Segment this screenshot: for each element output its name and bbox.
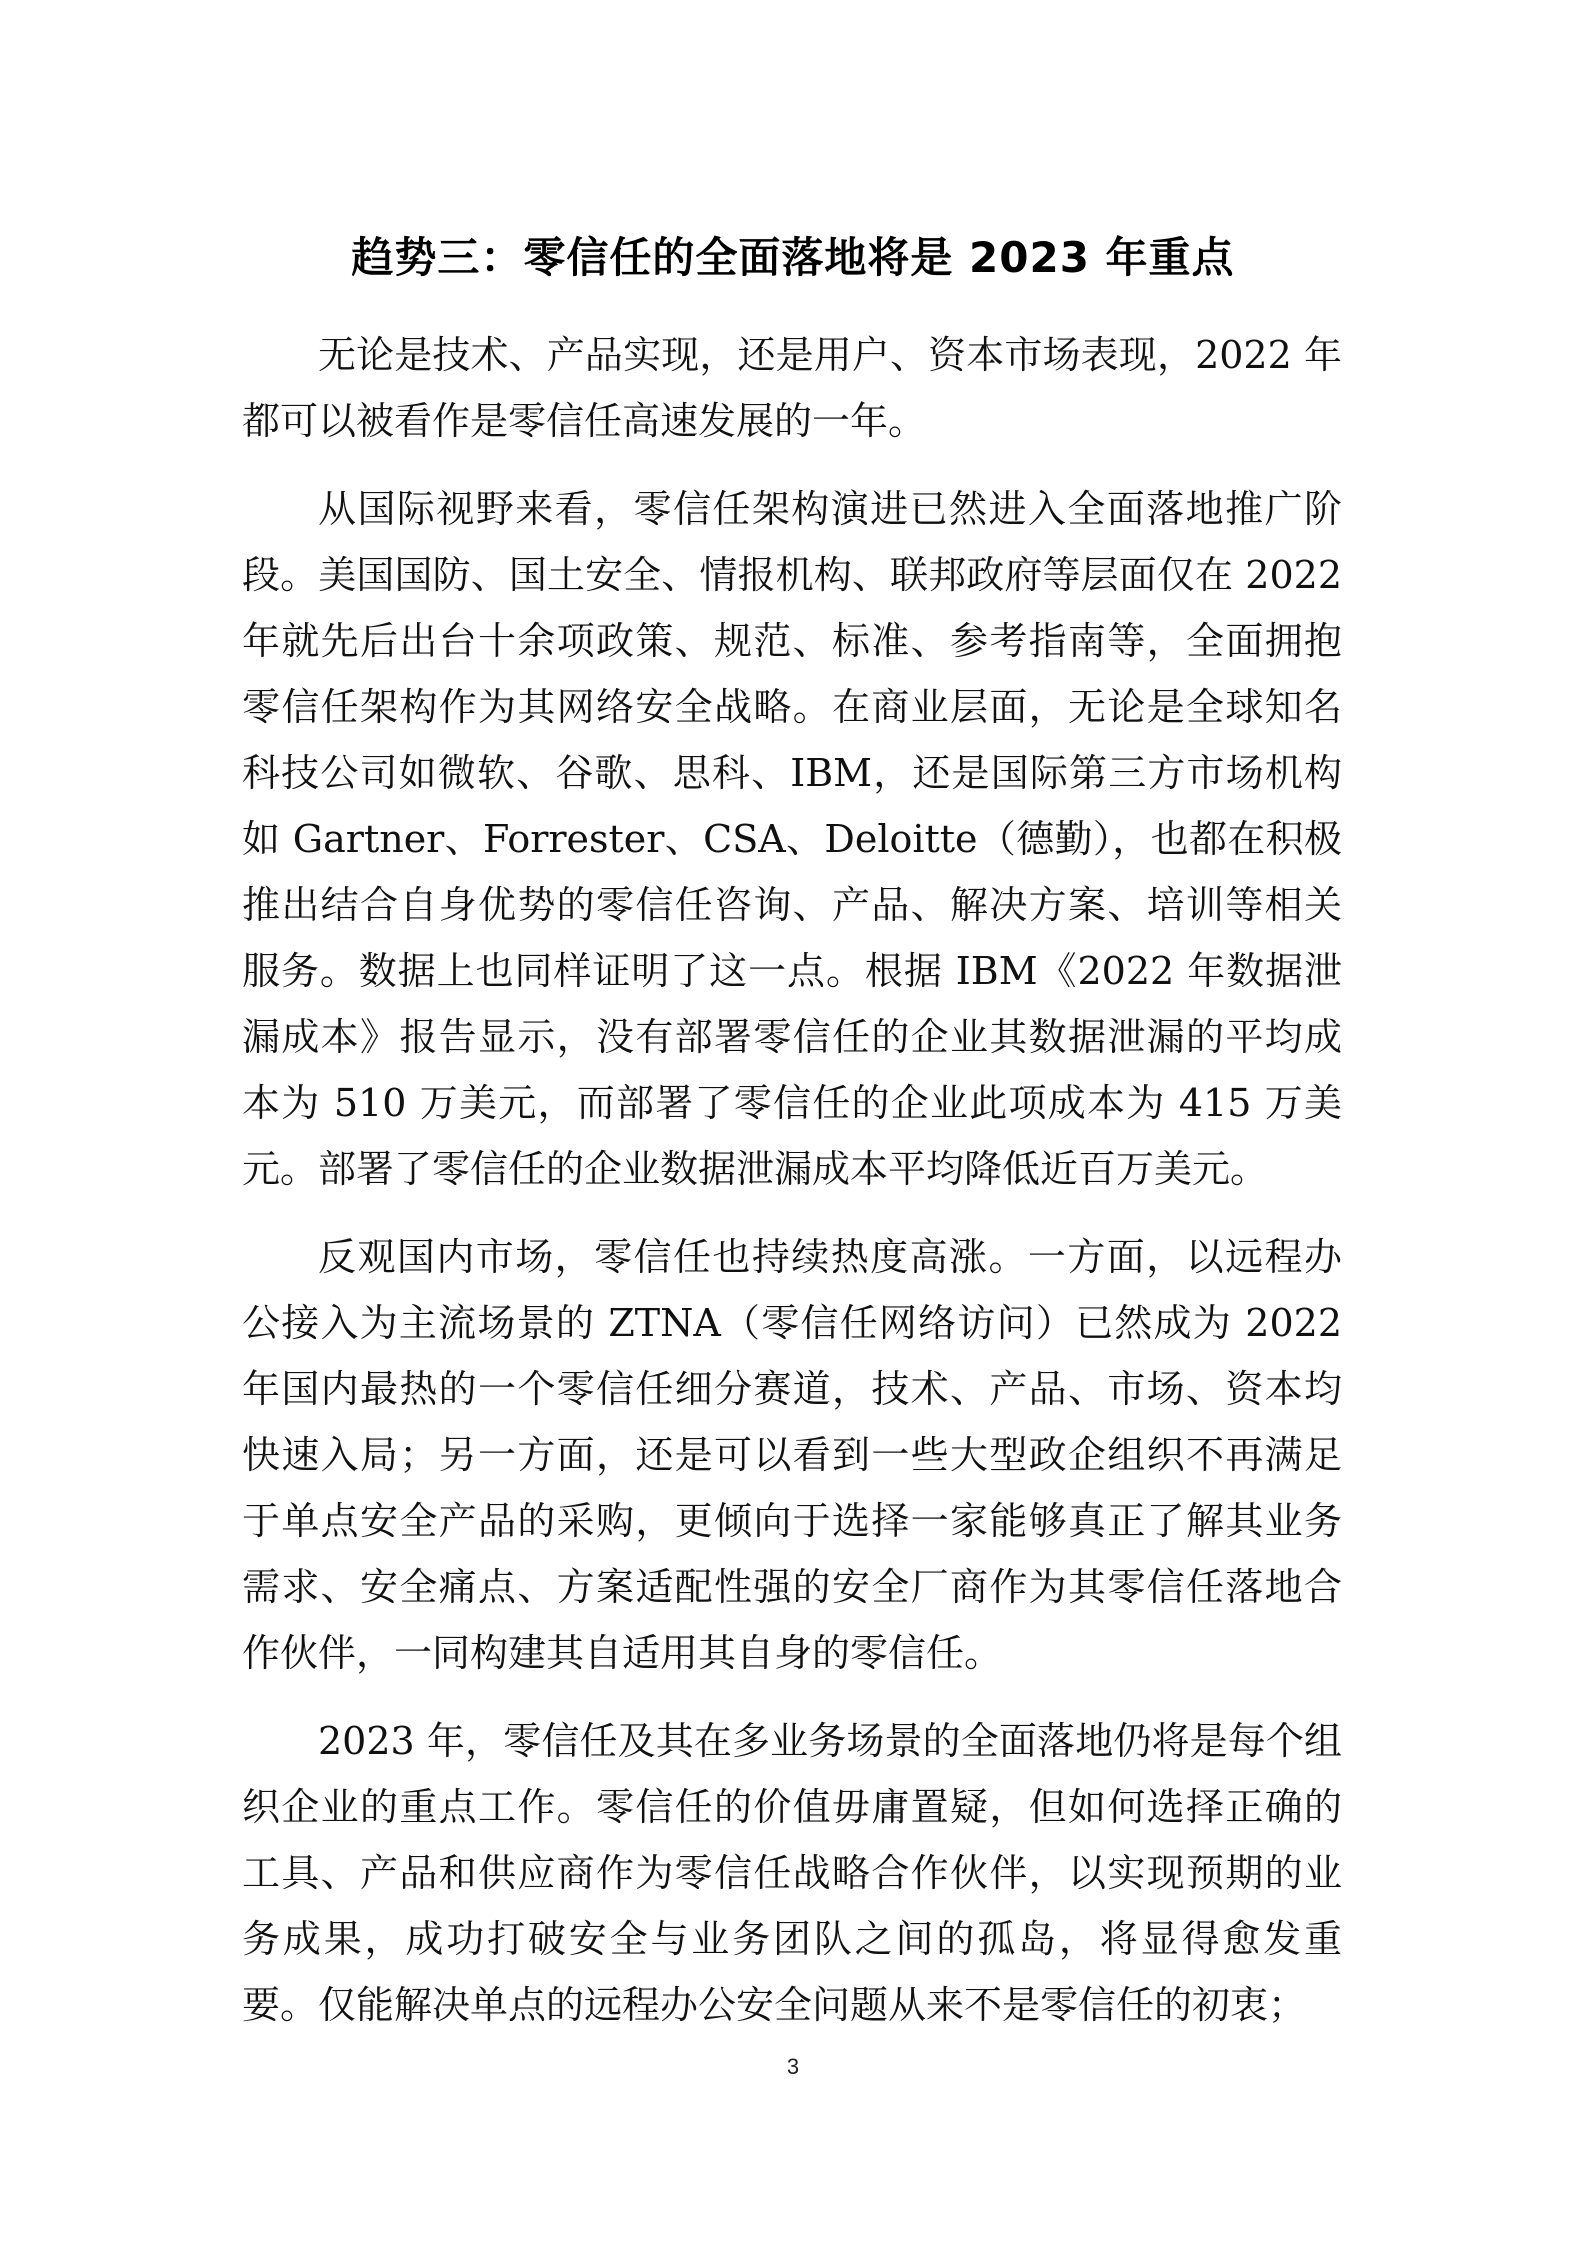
page-number: 3: [786, 2054, 800, 2079]
paragraph-2: 从国际视野来看，零信任架构演进已然进入全面落地推广阶段。美国国防、国土安全、情报机构、联邦政府等层面仅在 2022 年就先后出台十余项政策、规范、标准、参考指南等，全面拥抱零信任架构作为其网络安全战略。在商业层面，无论是全球知名科技公司如微软、谷歌、思科、IBM，还是国际第三方市场机构如 Gartner、Forrester、CSA、Deloitte（德勤），也都在积极推出结合自身优势的零信任咨询、产品、解决方案、培训等相关服务。数据上也同样证明了这一点。根据 IBM《2022 年数据泄漏成本》报告显示，没有部署零信任的企业其数据泄漏的平均成本为 510 万美元，而部署了零信任的企业此项成本为 415 万美元。部署了零信任的企业数据泄漏成本平均降低近百万美元。: [242, 487, 1342, 1191]
paragraph-4: 2023 年，零信任及其在多业务场景的全面落地仍将是每个组织企业的重点工作。零信任的价值毋庸置疑，但如何选择正确的工具、产品和供应商作为零信任战略合作伙伴，以实现预期的业务成果，成功打破安全与业务团队之间的孤岛，将显得愈发重要。仅能解决单点的远程办公安全问题从来不是零信任的初衷；: [242, 1719, 1342, 2027]
paragraph-1: 无论是技术、产品实现，还是用户、资本市场表现，2022 年都可以被看作是零信任高速发展的一年。: [242, 333, 1342, 443]
document-body: [242, 322, 1342, 2060]
paragraph-3: 反观国内市场，零信任也持续热度高涨。一方面，以远程办公接入为主流场景的 ZTNA（零信任网络访问）已然成为 2022 年国内最热的一个零信任细分赛道，技术、产品、市场、资本均快速入局；另一方面，还是可以看到一些大型政企组织不再满足于单点安全产品的采购，更倾向于选择一家能够真正了解其业务需求、安全痛点、方案适配性强的安全厂商作为其零信任落地合作伙伴，一同构建其自适用其自身的零信任。: [242, 1235, 1342, 1675]
page-title: 趋势三：零信任的全面落地将是 2023 年重点: [351, 233, 1235, 283]
